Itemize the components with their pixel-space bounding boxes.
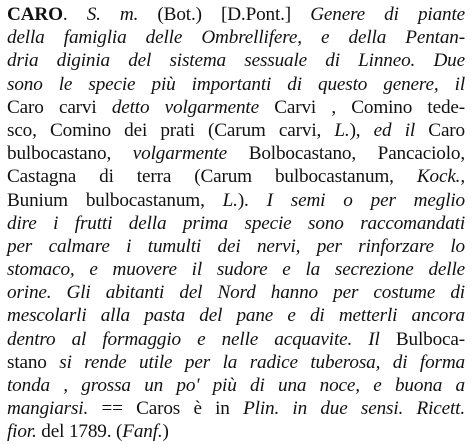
entry-text-run: L.: [334, 119, 350, 141]
entry-text-run: Bulboca-: [395, 328, 465, 350]
entry-text-run: della famiglia delle Ombrellifere, e della Pentan-: [7, 27, 465, 49]
entry-text-run: Caro carvi: [7, 96, 112, 118]
entry-text-run: S. m.: [86, 4, 139, 25]
entry-text-run: sco, Comino dei prati (Carum carvi,: [7, 119, 335, 141]
dictionary-entry: [5, 3, 471, 443]
entry-line: [5, 397, 465, 420]
entry-text-run: (Bot.) [D.Pont.]: [138, 4, 311, 25]
entry-line: [5, 73, 465, 96]
entry-text-run: Plin. in due sensi. Ricett.: [243, 398, 465, 420]
entry-text-run: ,: [460, 166, 465, 188]
entry-text-run: == Caros è in: [101, 398, 244, 420]
entry-text-run: ),: [349, 119, 374, 141]
entry-text-run: Kock.: [416, 166, 461, 188]
entry-text-run: mescolarli alla pasta del pane e di metterli ancora: [7, 305, 465, 327]
entry-text-run: dentro al formaggio e nelle acquavite. Il: [7, 328, 396, 350]
entry-text-run: Carvi , Comino tede-: [274, 96, 466, 118]
entry-text-run: Bolbocastano, Pancaciolo,: [248, 143, 465, 165]
entry-text-run: Genere di piante: [310, 4, 466, 25]
entry-text-run: Bunium bulbocastanum,: [7, 189, 223, 211]
entry-line: [5, 96, 465, 119]
entry-text-run: si rende utile per la radice tuberosa, di forma: [59, 351, 465, 373]
entry-text-run: L.: [222, 189, 238, 211]
entry-line: [5, 189, 465, 212]
entry-text-run: sono le specie più importanti di questo genere, il: [7, 73, 465, 95]
entry-text-run: Castagna di terra (Carum bulbocastanum,: [7, 166, 417, 188]
entry-text-run: volgarmente: [132, 143, 249, 165]
entry-text-run: fior.: [7, 421, 37, 443]
entry-line: [5, 281, 465, 304]
entry-line: [5, 351, 465, 374]
entry-text-run: ed il: [373, 119, 429, 141]
entry-line: [5, 142, 465, 165]
entry-line: [5, 3, 465, 26]
entry-text-run: stano: [7, 351, 60, 373]
headword: CARO: [7, 4, 63, 25]
entry-text-run: detto volgarmente: [111, 96, 275, 118]
entry-line: [5, 304, 465, 327]
entry-text-run: dria diginia del sistema sessuale di Linneo. Due: [7, 50, 465, 72]
entry-line: [5, 328, 465, 351]
entry-line: [5, 235, 465, 258]
entry-line: [5, 374, 465, 397]
entry-line: [5, 26, 465, 49]
entry-line: [5, 165, 465, 188]
entry-text-run: I semi o per meglio: [266, 189, 465, 211]
entry-line: [5, 212, 465, 235]
entry-text-run: Caro: [428, 119, 465, 141]
entry-text-run: bulbocastano,: [7, 143, 133, 165]
entry-text-run: orine. Gli abitanti del Nord hanno per costume di: [7, 282, 465, 304]
entry-text-run: .: [62, 4, 87, 25]
entry-line: [5, 258, 465, 281]
entry-text-run: tonda , grossa un po' più di una noce, e buona a: [7, 375, 465, 396]
entry-line: [5, 49, 465, 72]
entry-text-run: del 1789. (: [36, 421, 123, 443]
entry-text-run: ).: [237, 189, 267, 211]
entry-line: [5, 420, 465, 443]
entry-text-run: ): [162, 421, 169, 443]
entry-text-run: stomaco, e muovere il sudore e la secrezione delle: [7, 259, 465, 281]
entry-text-run: dire i frutti della prima specie sono raccomandati: [7, 212, 465, 234]
entry-line: [5, 119, 465, 142]
entry-text-run: Fanf.: [122, 421, 163, 443]
entry-text-run: mangiarsi.: [7, 398, 102, 420]
entry-text-run: per calmare i tumulti dei nervi, per rinforzare lo: [7, 235, 465, 257]
